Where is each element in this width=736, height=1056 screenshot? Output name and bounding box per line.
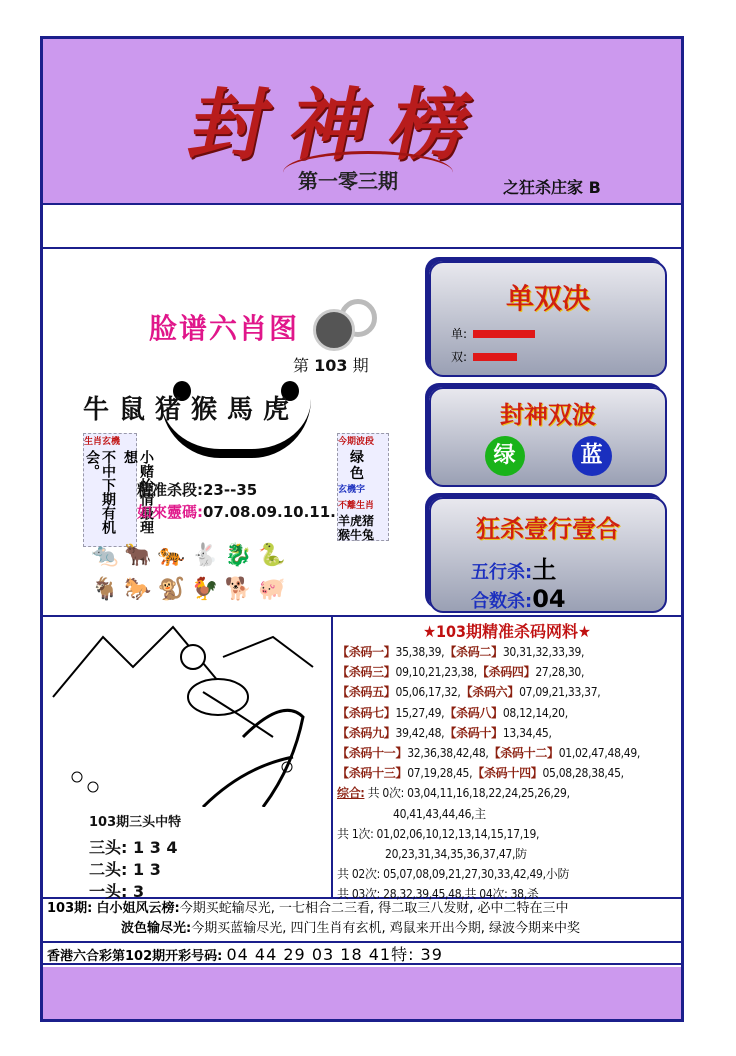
summary-line-6: 共 03次: 28,32,39,45,48,共 04次: 38,杀 [337, 887, 539, 902]
sanjiao-row-3: 三头: 1 3 4 [89, 838, 178, 857]
kill-line-3: 【杀码五】05,06,17,32,【杀码六】07,09,21,33,37, [337, 685, 601, 700]
monkey-icon: 🐒 [157, 577, 192, 602]
left-hint-col1: 不中下期有机会。 [84, 450, 116, 534]
ox-icon: 🐂 [124, 543, 158, 568]
bottom-text [43, 899, 681, 939]
rooster-icon: 🐓 [191, 577, 225, 602]
pig-icon: 🐖 [258, 577, 292, 602]
contact-numbers: 如來靈碼:07.08.09.10.11. [137, 503, 336, 521]
summary-line-2: 40,41,43,44,46,主 [393, 806, 487, 821]
dog-icon: 🐕 [224, 577, 259, 602]
kill-codes-panel [333, 617, 681, 902]
summary-line-3: 共 1次: 01,02,06,10,12,13,14,15,17,19, [337, 826, 540, 841]
footer-band [43, 967, 681, 1019]
kill-line-4: 【杀码七】15,27,49,【杀码八】08,12,14,20, [337, 705, 568, 720]
kill-line-7: 【杀码十三】07,19,28,45,【杀码十四】05,08,28,38,45, [337, 766, 624, 781]
face-chart-panel [81, 269, 419, 609]
precise-kill: 精准杀段:23--35 [137, 481, 258, 499]
kill-line-2: 【杀码三】09,10,21,23,38,【杀码四】27,28,30, [337, 665, 585, 680]
page-title: 封神榜 [181, 80, 502, 171]
odd-bar [473, 330, 535, 338]
waves-card [429, 387, 667, 487]
lower-section [43, 617, 681, 902]
bird-illustration [43, 617, 331, 807]
issue-number: 第一零三期 [298, 169, 398, 193]
sanjiao-row-2: 二头: 1 3 [89, 860, 161, 879]
bottom-line-1: 103期: 白小姐风云榜:今期买蛇输尽光, 一七相合二三看, 得二取三八发财, 必中二特在三中 [47, 901, 569, 916]
wave-ball-blue: 蓝 [572, 436, 612, 476]
rabbit-icon: 🐇 [191, 543, 225, 568]
wave-ball-green: 绿 [485, 436, 525, 476]
sanjiao-title: 103期三头中特 [89, 815, 182, 830]
kill-line-1: 【杀码一】35,38,39,【杀码二】30,31,32,33,39, [337, 645, 585, 659]
middle-section [43, 249, 681, 617]
snake-icon: 🐍 [258, 543, 292, 568]
left-hint-box: 生肖玄機 不中下期有机会。 小赌怡情最理想 [83, 433, 137, 547]
face-smile [161, 399, 311, 458]
rat-icon: 🐀 [91, 543, 125, 568]
period-label: 第 103 期 [293, 356, 369, 375]
right-hint-box: 今期波段 绿色 玄機字 不離生肖 羊虎猪猴牛兔 [337, 433, 389, 541]
heshu-value: 04 [532, 585, 566, 613]
waves-title: 封神双波 [500, 401, 596, 429]
odd-even-title: 单双决 [505, 282, 590, 315]
summary-line-4: 20,23,31,34,35,36,37,47,防 [385, 847, 527, 862]
zodiac-row: 牛鼠猪猴馬虎 [83, 395, 300, 425]
right-hint-animals: 羊虎猪猴牛兔 [338, 514, 375, 542]
dragon-icon: 🐉 [224, 543, 259, 568]
sanjiao-row-1: 一头: 3 [89, 882, 145, 901]
kill-line-5: 【杀码九】39,42,48,【杀码十】13,34,45, [337, 725, 552, 740]
summary-line-1: 综合: 共 0次: 03,04,11,16,18,22,24,25,26,29, [337, 786, 570, 801]
right-hint-color: 绿色 [350, 450, 364, 482]
kill-codes-title: ★103期精准杀码网料★ [423, 622, 591, 641]
odd-even-card: 单双决 单: 双: [429, 261, 667, 377]
wuxing-value: 土 [532, 556, 557, 584]
horse-icon: 🐎 [124, 577, 158, 602]
bird-sketch [43, 617, 333, 901]
draw-result: 香港六合彩第102期开彩号码: 04 44 29 03 18 41特: 39 [43, 941, 681, 965]
lock-icon [313, 309, 355, 351]
animal-illustrations [91, 539, 391, 607]
tiger-icon: 🐅 [157, 543, 192, 568]
elements-title: 狂杀壹行壹合 [476, 515, 620, 543]
page-frame [40, 36, 684, 1022]
face-chart-title: 脸谱六肖图 [149, 312, 300, 345]
goat-icon: 🐐 [91, 577, 125, 602]
blank-band [43, 205, 681, 249]
draw-numbers: 04 44 29 03 18 41特: 39 [226, 945, 443, 964]
tagline: 之狂杀庄家 B [503, 178, 601, 197]
header-banner [43, 39, 681, 205]
left-hint-col2: 小赌怡情最理想 [122, 450, 154, 534]
elements-card: 狂杀壹行壹合 五行杀:土 合数杀:04 [429, 497, 667, 613]
summary-line-5: 共 02次: 05,07,08,09,21,27,30,33,42,49,小防 [337, 867, 570, 882]
right-cards [429, 261, 667, 623]
kill-line-6: 【杀码十一】32,36,38,42,48,【杀码十二】01,02,47,48,49, [337, 746, 641, 761]
even-bar [473, 353, 517, 361]
bottom-line-2: 波色输尽光:今期买蓝输尽光, 四门生肖有玄机, 鸡鼠来开出今期, 绿波今期来中奖 [121, 921, 580, 936]
